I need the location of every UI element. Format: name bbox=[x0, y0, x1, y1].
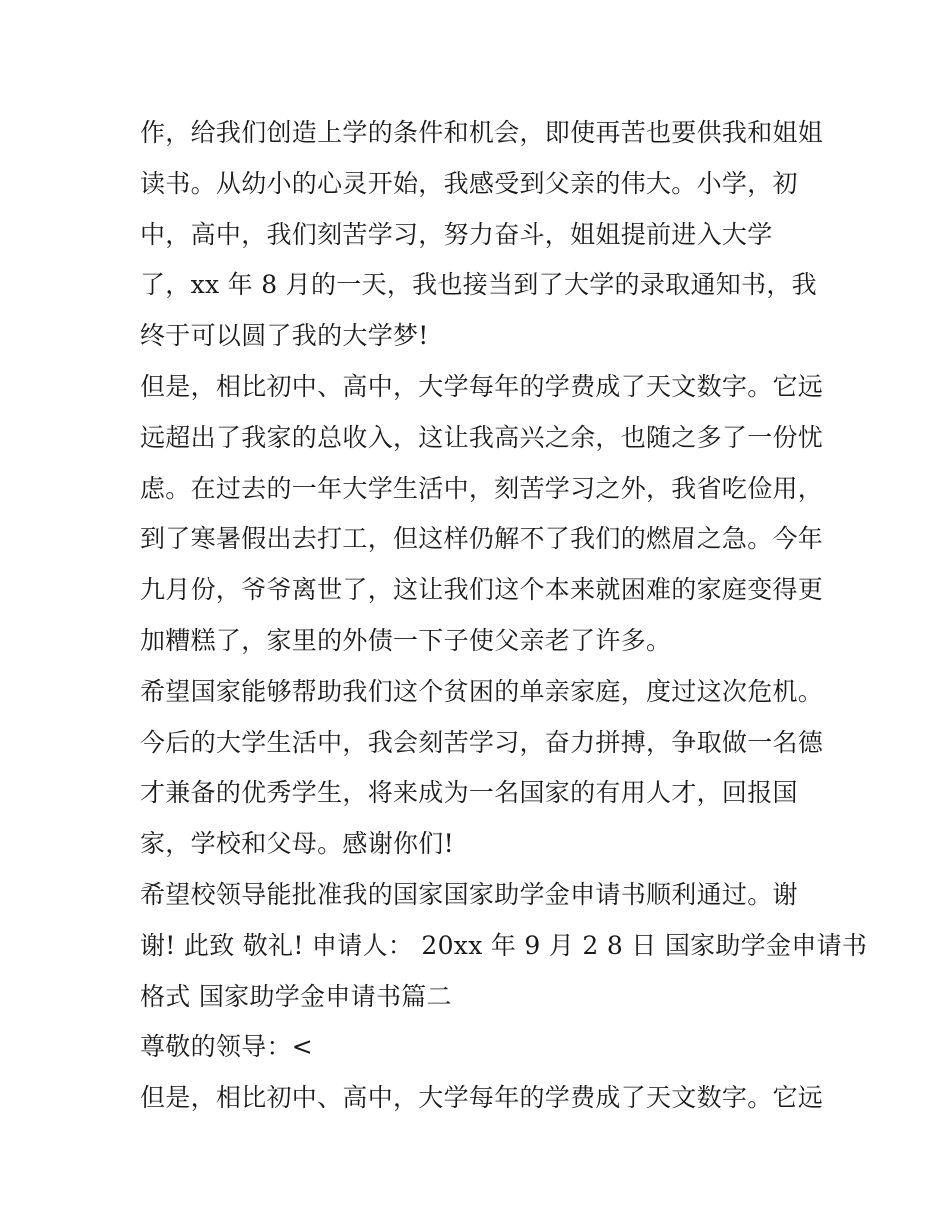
text-line: 但是，相比初中、高中，大学每年的学费成了天文数字。它远 bbox=[140, 1083, 824, 1113]
text-line: 家，学校和父母。感谢你们! bbox=[140, 829, 454, 859]
document-body bbox=[140, 108, 868, 1124]
text-line: 远超出了我家的总收入，这让我高兴之余，也随之多了一份忧 bbox=[140, 422, 824, 452]
text-line: 尊敬的领导：< bbox=[140, 1032, 314, 1062]
text-line: 读书。从幼小的心灵开始，我感受到父亲的伟大。小学，初 bbox=[140, 168, 798, 198]
text-line: 虑。在过去的一年大学生活中，刻苦学习之外，我省吃俭用， bbox=[140, 473, 824, 503]
text-line: 谢! 此致 敬礼! 申请人： 20xx 年 9 月 2 8 日 国家助学金申请书 bbox=[140, 930, 868, 960]
text-line: 今后的大学生活中，我会刻苦学习，奋力拼搏，争取做一名德 bbox=[140, 727, 824, 757]
text-line: 希望国家能够帮助我们这个贫困的单亲家庭，度过这次危机。 bbox=[140, 676, 824, 706]
text-line: 加糟糕了，家里的外债一下子使父亲老了许多。 bbox=[140, 625, 672, 655]
text-line: 希望校领导能批准我的国家国家助学金申请书顺利通过。谢 bbox=[140, 879, 798, 909]
text-line: 格式 国家助学金申请书篇二 bbox=[140, 981, 452, 1011]
text-line: 了，xx 年 8 月的一天，我也接当到了大学的录取通知书，我 bbox=[140, 270, 817, 300]
text-line: 终于可以圆了我的大学梦! bbox=[140, 321, 429, 351]
text-line: 到了寒暑假出去打工，但这样仍解不了我们的燃眉之急。今年 bbox=[140, 524, 824, 554]
text-line: 才兼备的优秀学生，将来成为一名国家的有用人才，回报国 bbox=[140, 778, 798, 808]
text-line: 中，高中，我们刻苦学习，努力奋斗，姐姐提前进入大学 bbox=[140, 219, 773, 249]
text-line: 九月份，爷爷离世了，这让我们这个本来就困难的家庭变得更 bbox=[140, 575, 824, 605]
text-line: 作，给我们创造上学的条件和机会，即使再苦也要供我和姐姐 bbox=[140, 118, 824, 147]
text-line: 但是，相比初中、高中，大学每年的学费成了天文数字。它远 bbox=[140, 371, 824, 401]
